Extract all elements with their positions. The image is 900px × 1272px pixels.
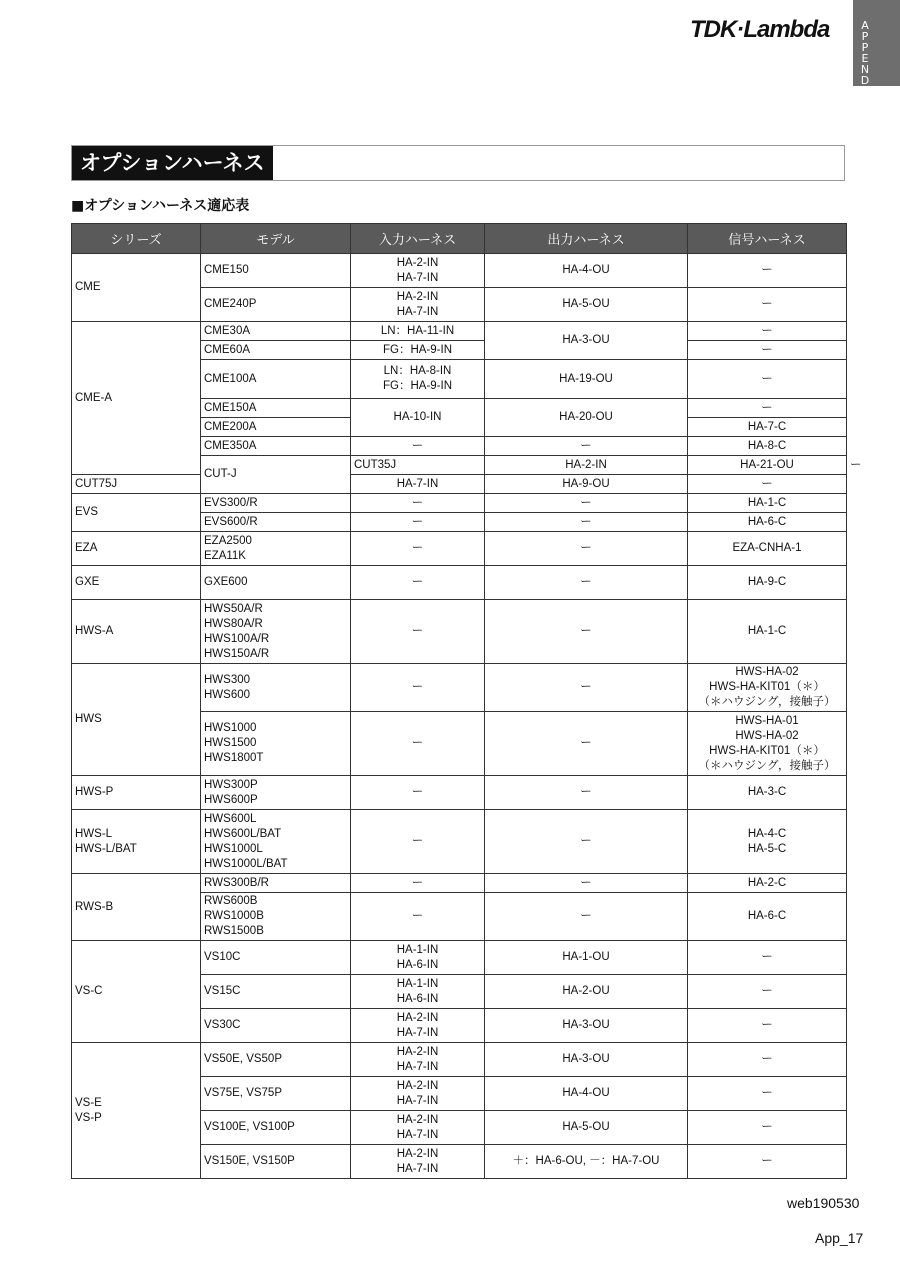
series-cell: CUT-J bbox=[201, 456, 351, 494]
model-cell: VS150E, VS150P bbox=[201, 1145, 351, 1179]
harness-cell: HA-2-C bbox=[688, 874, 847, 893]
table-row bbox=[72, 810, 847, 874]
harness-cell: HA-5-OU bbox=[485, 1111, 688, 1145]
harness-cell: ー bbox=[351, 874, 485, 893]
harness-cell: HA-3-C bbox=[688, 776, 847, 810]
table-row bbox=[72, 1043, 847, 1077]
harness-cell: HA-19-OU bbox=[485, 360, 688, 399]
model-cell: VS15C bbox=[201, 975, 351, 1009]
series-cell: EVS bbox=[72, 494, 201, 532]
series-cell: VS-C bbox=[72, 941, 201, 1043]
harness-cell: ー bbox=[485, 532, 688, 566]
series-cell: HWS-P bbox=[72, 776, 201, 810]
harness-cell: HA-3-OU bbox=[485, 322, 688, 360]
model-cell: HWS600L HWS600L/BAT HWS1000L HWS1000L/BAT bbox=[201, 810, 351, 874]
table-caption: ■オプションハーネス適応表 bbox=[71, 198, 250, 214]
harness-cell: ー bbox=[688, 941, 847, 975]
harness-cell: HA-9-OU bbox=[485, 475, 688, 494]
harness-cell: HA-2-IN HA-7-IN bbox=[351, 1145, 485, 1179]
harness-cell: HA-2-IN HA-7-IN bbox=[351, 1009, 485, 1043]
harness-cell: ー bbox=[688, 288, 847, 322]
model-cell: EVS600/R bbox=[201, 513, 351, 532]
harness-compatibility-table bbox=[71, 223, 862, 1179]
tab-letter: N bbox=[860, 63, 870, 76]
model-cell: HWS50A/R HWS80A/R HWS100A/R HWS150A/R bbox=[201, 600, 351, 664]
document-code: web190530 bbox=[787, 1195, 860, 1211]
model-cell: RWS300B/R bbox=[201, 874, 351, 893]
harness-cell: ー bbox=[351, 664, 485, 712]
model-cell: VS50E, VS50P bbox=[201, 1043, 351, 1077]
harness-cell: ー bbox=[688, 1077, 847, 1111]
tab-letter: P bbox=[861, 30, 869, 43]
harness-cell: HA-8-C bbox=[688, 437, 847, 456]
model-cell: HWS300P HWS600P bbox=[201, 776, 351, 810]
model-cell: CME350A bbox=[201, 437, 351, 456]
harness-cell: ー bbox=[351, 712, 485, 776]
harness-cell: HA-2-IN bbox=[485, 456, 688, 475]
section-title: オプションハーネス bbox=[72, 146, 273, 180]
page-number: App_17 bbox=[815, 1230, 864, 1246]
harness-cell: HA-3-OU bbox=[485, 1043, 688, 1077]
table-row bbox=[72, 322, 847, 341]
harness-cell: ー bbox=[485, 874, 688, 893]
harness-cell: ー bbox=[485, 437, 688, 456]
harness-cell: ー bbox=[688, 1009, 847, 1043]
harness-cell: HA-2-IN HA-7-IN bbox=[351, 1077, 485, 1111]
harness-cell: ー bbox=[485, 776, 688, 810]
harness-cell: ー bbox=[688, 322, 847, 341]
harness-cell: HA-4-OU bbox=[485, 254, 688, 288]
harness-cell: HA-2-IN HA-7-IN bbox=[351, 1043, 485, 1077]
harness-cell: ー bbox=[688, 341, 847, 360]
harness-cell: ー bbox=[351, 893, 485, 941]
model-cell: RWS600B RWS1000B RWS1500B bbox=[201, 893, 351, 941]
brand-logo: TDK·Lambda bbox=[690, 16, 830, 43]
harness-cell: ー bbox=[688, 399, 847, 418]
model-cell: CUT35J bbox=[351, 456, 485, 475]
harness-cell: ー bbox=[688, 1111, 847, 1145]
col-header-model: モデル bbox=[201, 224, 351, 254]
harness-cell: HA-4-OU bbox=[485, 1077, 688, 1111]
series-cell: HWS bbox=[72, 664, 201, 776]
harness-cell: ー bbox=[351, 566, 485, 600]
series-cell: HWS-A bbox=[72, 600, 201, 664]
model-cell: HWS1000 HWS1500 HWS1800T bbox=[201, 712, 351, 776]
harness-cell: HA-1-C bbox=[688, 600, 847, 664]
harness-cell: HWS-HA-01 HWS-HA-02 HWS-HA-KIT01（＊） （＊ハウジング，接触子） bbox=[688, 712, 847, 776]
table-row bbox=[72, 600, 847, 664]
harness-cell: HA-7-IN bbox=[351, 475, 485, 494]
harness-cell: HWS-HA-02 HWS-HA-KIT01（＊） （＊ハウジング，接触子） bbox=[688, 664, 847, 712]
series-cell: VS-E VS-P bbox=[72, 1043, 201, 1179]
harness-cell: HA-2-IN HA-7-IN bbox=[351, 1111, 485, 1145]
harness-cell: ー bbox=[485, 494, 688, 513]
harness-cell: HA-5-OU bbox=[485, 288, 688, 322]
harness-cell: LN：HA-11-IN bbox=[351, 322, 485, 341]
model-cell: CME100A bbox=[201, 360, 351, 399]
model-cell: CME150A bbox=[201, 399, 351, 418]
harness-cell: ー bbox=[485, 810, 688, 874]
tab-letter: E bbox=[861, 52, 869, 65]
model-cell: CUT75J bbox=[72, 475, 201, 494]
series-cell: CME bbox=[72, 254, 201, 322]
harness-cell: LN：HA-8-IN FG：HA-9-IN bbox=[351, 360, 485, 399]
model-cell: CME150 bbox=[201, 254, 351, 288]
harness-cell: ー bbox=[688, 1145, 847, 1179]
harness-cell: ー bbox=[351, 513, 485, 532]
tab-letter: X bbox=[861, 96, 869, 109]
model-cell: CME240P bbox=[201, 288, 351, 322]
harness-cell: HA-4-C HA-5-C bbox=[688, 810, 847, 874]
series-cell: CME-A bbox=[72, 322, 201, 475]
harness-cell: HA-21-OU bbox=[688, 456, 847, 475]
harness-cell: ー bbox=[351, 600, 485, 664]
harness-cell: HA-2-OU bbox=[485, 975, 688, 1009]
tab-letter: P bbox=[861, 41, 869, 54]
table-header-row bbox=[72, 224, 847, 254]
harness-cell: HA-6-C bbox=[688, 513, 847, 532]
harness-cell: ー bbox=[351, 776, 485, 810]
series-cell: EZA bbox=[72, 532, 201, 566]
model-cell: CME60A bbox=[201, 341, 351, 360]
table-row: CUT-J CUT35J HA-2-IN HA-21-OU ー bbox=[72, 456, 847, 475]
harness-cell: HA-3-OU bbox=[485, 1009, 688, 1043]
table-row bbox=[72, 664, 847, 712]
table-row bbox=[72, 532, 847, 566]
harness-cell: HA-1-OU bbox=[485, 941, 688, 975]
model-cell: VS100E, VS100P bbox=[201, 1111, 351, 1145]
harness-cell: ー bbox=[485, 664, 688, 712]
model-cell: EZA2500 EZA11K bbox=[201, 532, 351, 566]
tab-letter: D bbox=[860, 74, 870, 87]
harness-cell: ー bbox=[688, 475, 847, 494]
model-cell: CME30A bbox=[201, 322, 351, 341]
harness-cell: HA-2-IN HA-7-IN bbox=[351, 288, 485, 322]
model-cell: VS30C bbox=[201, 1009, 351, 1043]
table-row bbox=[72, 475, 847, 494]
harness-cell: ー bbox=[351, 494, 485, 513]
col-header-signal-harness: 信号ハーネス bbox=[688, 224, 847, 254]
series-cell: HWS-L HWS-L/BAT bbox=[72, 810, 201, 874]
harness-cell: FG：HA-9-IN bbox=[351, 341, 485, 360]
table-row bbox=[72, 494, 847, 513]
table-row bbox=[72, 254, 847, 288]
table-row bbox=[72, 941, 847, 975]
harness-cell: ＋：HA-6-OU, －：HA-7-OU bbox=[485, 1145, 688, 1179]
section-header-bar bbox=[71, 145, 845, 181]
appendix-tab-label bbox=[858, 20, 872, 108]
model-cell: VS10C bbox=[201, 941, 351, 975]
harness-cell: HA-2-IN HA-7-IN bbox=[351, 254, 485, 288]
tab-letter: A bbox=[861, 19, 869, 32]
series-cell: GXE bbox=[72, 566, 201, 600]
harness-cell: ー bbox=[485, 566, 688, 600]
model-cell: CME200A bbox=[201, 418, 351, 437]
table-row bbox=[72, 566, 847, 600]
harness-cell: ー bbox=[688, 1043, 847, 1077]
harness-cell: HA-6-C bbox=[688, 893, 847, 941]
harness-cell: ー bbox=[351, 532, 485, 566]
harness-cell: HA-1-IN HA-6-IN bbox=[351, 975, 485, 1009]
col-header-output-harness: 出力ハーネス bbox=[485, 224, 688, 254]
harness-cell: ー bbox=[688, 254, 847, 288]
harness-cell: EZA-CNHA-1 bbox=[688, 532, 847, 566]
series-cell: RWS-B bbox=[72, 874, 201, 941]
harness-cell: ー bbox=[688, 975, 847, 1009]
model-cell: HWS300 HWS600 bbox=[201, 664, 351, 712]
col-header-series: シリーズ bbox=[72, 224, 201, 254]
harness-cell: ー bbox=[485, 893, 688, 941]
harness-cell: HA-20-OU bbox=[485, 399, 688, 437]
table-row bbox=[72, 776, 847, 810]
model-cell: VS75E, VS75P bbox=[201, 1077, 351, 1111]
tab-letter: I bbox=[863, 85, 867, 98]
harness-cell: ー bbox=[688, 360, 847, 399]
harness-cell: HA-7-C bbox=[688, 418, 847, 437]
table-row bbox=[72, 874, 847, 893]
harness-cell: ー bbox=[351, 810, 485, 874]
harness-cell: ー bbox=[485, 712, 688, 776]
harness-cell: HA-10-IN bbox=[351, 399, 485, 437]
harness-cell: HA-1-IN HA-6-IN bbox=[351, 941, 485, 975]
model-cell: GXE600 bbox=[201, 566, 351, 600]
harness-cell: ー bbox=[485, 513, 688, 532]
harness-cell: HA-9-C bbox=[688, 566, 847, 600]
harness-cell: HA-1-C bbox=[688, 494, 847, 513]
harness-cell: ー bbox=[485, 600, 688, 664]
model-cell: EVS300/R bbox=[201, 494, 351, 513]
col-header-input-harness: 入力ハーネス bbox=[351, 224, 485, 254]
harness-cell: ー bbox=[351, 437, 485, 456]
